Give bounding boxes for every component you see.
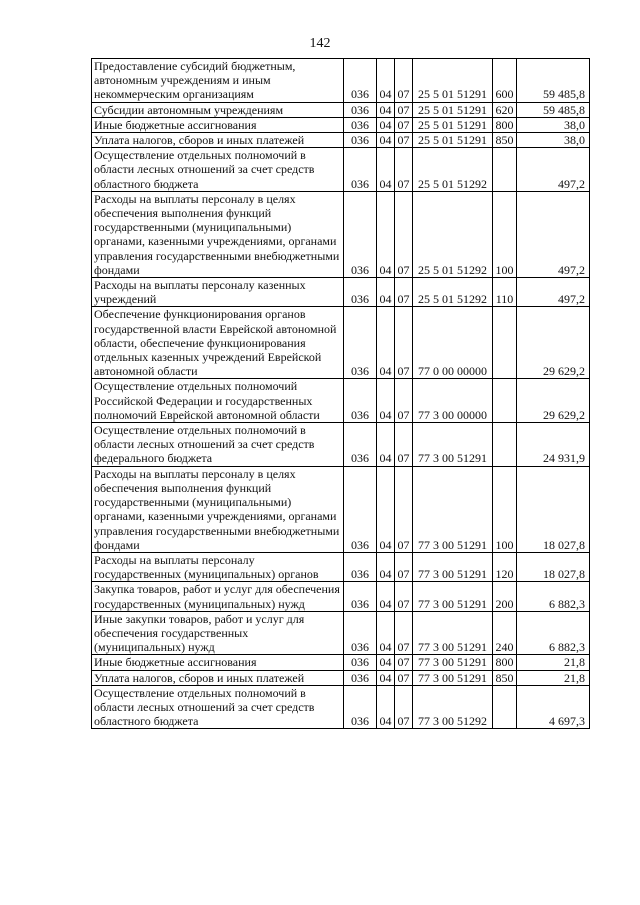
section-code-cell: 04 xyxy=(377,133,395,148)
target-article-cell: 25 5 01 51291 xyxy=(413,102,493,117)
section-code-cell: 04 xyxy=(377,552,395,581)
subsection-code-cell: 07 xyxy=(395,582,413,611)
section-code-cell: 04 xyxy=(377,670,395,685)
ministry-code-cell: 036 xyxy=(344,379,377,423)
expense-name-cell: Осуществление отдельных полномочий в области лесных отношений за счет средств областного бюджета xyxy=(92,148,344,192)
table-row xyxy=(92,670,590,685)
section-code-cell: 04 xyxy=(377,685,395,729)
amount-cell: 29 629,2 xyxy=(517,379,590,423)
section-code-cell: 04 xyxy=(377,148,395,192)
page-number: 142 xyxy=(309,36,331,51)
expense-type-cell: 850 xyxy=(493,133,517,148)
table-row xyxy=(92,582,590,611)
amount-cell: 4 697,3 xyxy=(517,685,590,729)
ministry-code-cell: 036 xyxy=(344,133,377,148)
expense-type-cell: 100 xyxy=(493,191,517,277)
target-article-cell: 25 5 01 51291 xyxy=(413,133,493,148)
expense-name-cell: Уплата налогов, сборов и иных платежей xyxy=(92,133,344,148)
expense-type-cell: 100 xyxy=(493,466,517,552)
expense-name-cell: Иные закупки товаров, работ и услуг для обеспечения государственных (муниципальных) нужд xyxy=(92,611,344,655)
subsection-code-cell: 07 xyxy=(395,379,413,423)
ministry-code-cell: 036 xyxy=(344,466,377,552)
expense-name-cell: Расходы на выплаты персоналу в целях обеспечения выполнения функций государственными (муниципальными) органами, казенными учреждениями, органами управления государственными внебюджетными фондами xyxy=(92,191,344,277)
expense-name-cell: Уплата налогов, сборов и иных платежей xyxy=(92,670,344,685)
section-code-cell: 04 xyxy=(377,423,395,467)
target-article-cell: 77 3 00 51291 xyxy=(413,552,493,581)
expense-type-cell: 600 xyxy=(493,59,517,103)
amount-cell: 29 629,2 xyxy=(517,307,590,379)
target-article-cell: 77 3 00 51291 xyxy=(413,655,493,670)
expense-type-cell: 200 xyxy=(493,582,517,611)
section-code-cell: 04 xyxy=(377,379,395,423)
section-code-cell: 04 xyxy=(377,102,395,117)
amount-cell: 18 027,8 xyxy=(517,466,590,552)
table-row xyxy=(92,423,590,467)
expense-type-cell: 120 xyxy=(493,552,517,581)
table-row xyxy=(92,133,590,148)
expense-name-cell: Иные бюджетные ассигнования xyxy=(92,655,344,670)
expense-name-cell: Расходы на выплаты персоналу казенных учреждений xyxy=(92,278,344,307)
expense-name-cell: Осуществление отдельных полномочий Российской Федерации и государственных полномочий Еврейской автономной области xyxy=(92,379,344,423)
table-row xyxy=(92,611,590,655)
ministry-code-cell: 036 xyxy=(344,423,377,467)
subsection-code-cell: 07 xyxy=(395,685,413,729)
expense-name-cell: Предоставление субсидий бюджетным, автономным учреждениям и иным некоммерческим организациям xyxy=(92,59,344,103)
table-row xyxy=(92,278,590,307)
subsection-code-cell: 07 xyxy=(395,655,413,670)
table-row xyxy=(92,59,590,103)
target-article-cell: 77 3 00 00000 xyxy=(413,379,493,423)
amount-cell: 59 485,8 xyxy=(517,59,590,103)
ministry-code-cell: 036 xyxy=(344,59,377,103)
subsection-code-cell: 07 xyxy=(395,278,413,307)
target-article-cell: 77 3 00 51291 xyxy=(413,670,493,685)
target-article-cell: 25 5 01 51291 xyxy=(413,59,493,103)
amount-cell: 38,0 xyxy=(517,117,590,132)
expense-name-cell: Иные бюджетные ассигнования xyxy=(92,117,344,132)
expense-name-cell: Осуществление отдельных полномочий в области лесных отношений за счет средств областного бюджета xyxy=(92,685,344,729)
amount-cell: 38,0 xyxy=(517,133,590,148)
section-code-cell: 04 xyxy=(377,278,395,307)
amount-cell: 59 485,8 xyxy=(517,102,590,117)
amount-cell: 6 882,3 xyxy=(517,611,590,655)
expense-type-cell: 800 xyxy=(493,117,517,132)
expense-name-cell: Расходы на выплаты персоналу в целях обеспечения выполнения функций государственными (муниципальными) органами, казенными учреждениями, органами управления государственными внебюджетными фондами xyxy=(92,466,344,552)
expense-type-cell: 110 xyxy=(493,278,517,307)
target-article-cell: 77 3 00 51291 xyxy=(413,466,493,552)
ministry-code-cell: 036 xyxy=(344,191,377,277)
ministry-code-cell: 036 xyxy=(344,102,377,117)
table-row xyxy=(92,685,590,729)
table-row xyxy=(92,102,590,117)
target-article-cell: 77 3 00 51291 xyxy=(413,423,493,467)
expense-name-cell: Обеспечение функционирования органов государственной власти Еврейской автономной области, обеспечение функционирования отдельных казенных учреждений Еврейской автономной области xyxy=(92,307,344,379)
section-code-cell: 04 xyxy=(377,307,395,379)
budget-table xyxy=(91,58,590,729)
target-article-cell: 77 3 00 51291 xyxy=(413,582,493,611)
amount-cell: 24 931,9 xyxy=(517,423,590,467)
amount-cell: 6 882,3 xyxy=(517,582,590,611)
expense-name-cell: Осуществление отдельных полномочий в области лесных отношений за счет средств федерального бюджета xyxy=(92,423,344,467)
expense-type-cell xyxy=(493,148,517,192)
expense-type-cell xyxy=(493,423,517,467)
subsection-code-cell: 07 xyxy=(395,670,413,685)
subsection-code-cell: 07 xyxy=(395,611,413,655)
expense-type-cell xyxy=(493,307,517,379)
expense-type-cell: 620 xyxy=(493,102,517,117)
amount-cell: 21,8 xyxy=(517,655,590,670)
expense-type-cell xyxy=(493,379,517,423)
ministry-code-cell: 036 xyxy=(344,148,377,192)
table-row xyxy=(92,191,590,277)
target-article-cell: 25 5 01 51291 xyxy=(413,117,493,132)
subsection-code-cell: 07 xyxy=(395,191,413,277)
subsection-code-cell: 07 xyxy=(395,148,413,192)
ministry-code-cell: 036 xyxy=(344,278,377,307)
target-article-cell: 25 5 01 51292 xyxy=(413,148,493,192)
expense-name-cell: Закупка товаров, работ и услуг для обеспечения государственных (муниципальных) нужд xyxy=(92,582,344,611)
ministry-code-cell: 036 xyxy=(344,611,377,655)
expense-name-cell: Субсидии автономным учреждениям xyxy=(92,102,344,117)
section-code-cell: 04 xyxy=(377,582,395,611)
subsection-code-cell: 07 xyxy=(395,307,413,379)
ministry-code-cell: 036 xyxy=(344,552,377,581)
amount-cell: 21,8 xyxy=(517,670,590,685)
target-article-cell: 25 5 01 51292 xyxy=(413,191,493,277)
subsection-code-cell: 07 xyxy=(395,552,413,581)
table-row xyxy=(92,307,590,379)
target-article-cell: 77 3 00 51292 xyxy=(413,685,493,729)
expense-type-cell xyxy=(493,685,517,729)
section-code-cell: 04 xyxy=(377,466,395,552)
expense-name-cell: Расходы на выплаты персоналу государственных (муниципальных) органов xyxy=(92,552,344,581)
target-article-cell: 77 3 00 51291 xyxy=(413,611,493,655)
ministry-code-cell: 036 xyxy=(344,655,377,670)
section-code-cell: 04 xyxy=(377,117,395,132)
amount-cell: 497,2 xyxy=(517,191,590,277)
table-row xyxy=(92,148,590,192)
ministry-code-cell: 036 xyxy=(344,117,377,132)
amount-cell: 497,2 xyxy=(517,278,590,307)
subsection-code-cell: 07 xyxy=(395,59,413,103)
section-code-cell: 04 xyxy=(377,191,395,277)
ministry-code-cell: 036 xyxy=(344,582,377,611)
section-code-cell: 04 xyxy=(377,611,395,655)
subsection-code-cell: 07 xyxy=(395,423,413,467)
table-row xyxy=(92,552,590,581)
subsection-code-cell: 07 xyxy=(395,102,413,117)
target-article-cell: 77 0 00 00000 xyxy=(413,307,493,379)
ministry-code-cell: 036 xyxy=(344,685,377,729)
subsection-code-cell: 07 xyxy=(395,133,413,148)
ministry-code-cell: 036 xyxy=(344,307,377,379)
table-row xyxy=(92,655,590,670)
section-code-cell: 04 xyxy=(377,655,395,670)
section-code-cell: 04 xyxy=(377,59,395,103)
subsection-code-cell: 07 xyxy=(395,466,413,552)
table-row xyxy=(92,117,590,132)
amount-cell: 497,2 xyxy=(517,148,590,192)
amount-cell: 18 027,8 xyxy=(517,552,590,581)
expense-type-cell: 240 xyxy=(493,611,517,655)
subsection-code-cell: 07 xyxy=(395,117,413,132)
table-row xyxy=(92,379,590,423)
expense-type-cell: 800 xyxy=(493,655,517,670)
expense-type-cell: 850 xyxy=(493,670,517,685)
table-row xyxy=(92,466,590,552)
target-article-cell: 25 5 01 51292 xyxy=(413,278,493,307)
ministry-code-cell: 036 xyxy=(344,670,377,685)
